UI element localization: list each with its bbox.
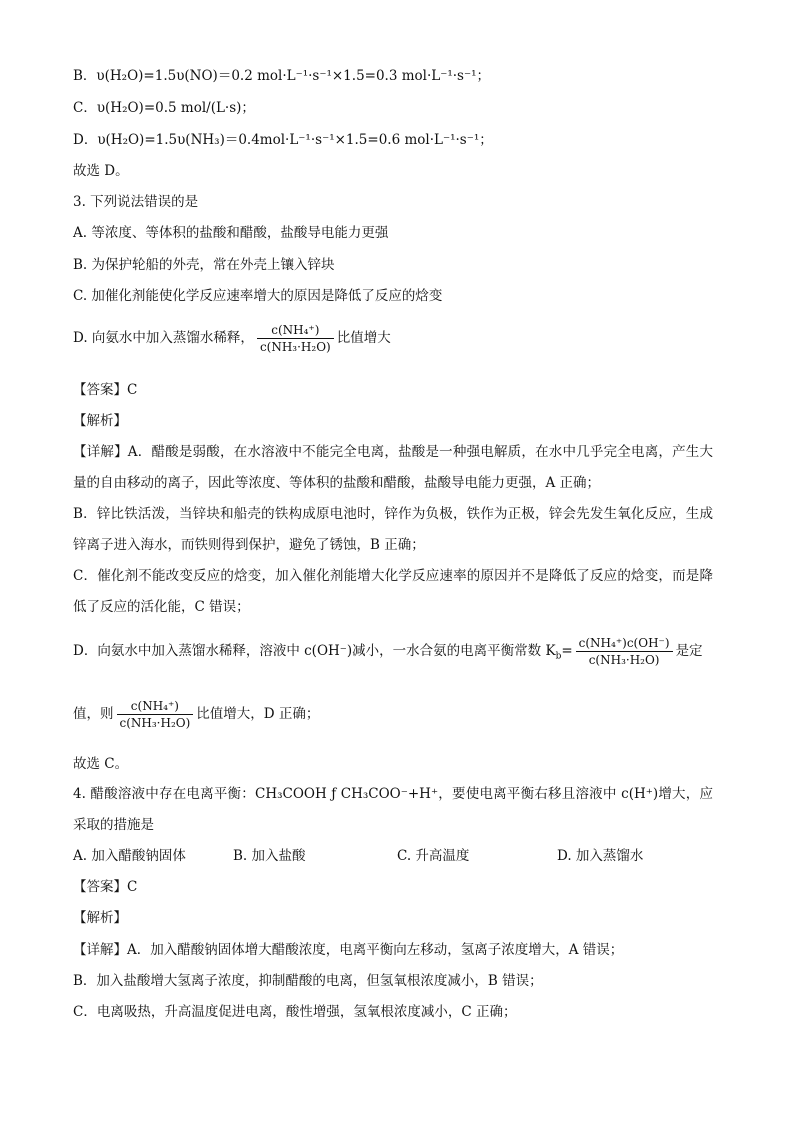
q4-answer: 【答案】C xyxy=(73,879,138,895)
q3-option-d xyxy=(73,322,391,355)
q3-detail-b: B．锌比铁活泼，当锌块和船壳的铁构成原电池时，锌作为负极，铁作为正极，锌会先发生氧化反应，生成锌离子进入海水，而铁则得到保护，避免了锈蚀，B 正确； xyxy=(73,506,713,553)
q3-detail-d-suffix: 是定 xyxy=(675,643,703,659)
q3-option-a: A. 等浓度、等体积的盐酸和醋酸，盐酸导电能力更强 xyxy=(73,225,389,241)
kb-subscript: b xyxy=(555,651,562,662)
q3-detail-d2-suffix: 比值增大，D 正确； xyxy=(196,706,320,722)
q3-analysis-label: 【解析】 xyxy=(73,413,127,429)
q4-option-d: D. 加入蒸馏水 xyxy=(557,848,644,864)
q3-detail-d2-text: 值，则 xyxy=(73,706,114,722)
q3-detail-a: 【详解】A．醋酸是弱酸，在水溶液中不能完全电离，盐酸是一种强电解质，在水中几乎完全电离，产生大量的自由移动的离子，因此等浓度、等体积的盐酸和醋酸，盐酸导电能力更强，A 正确； xyxy=(73,444,713,491)
q3-answer: 【答案】C xyxy=(73,382,138,398)
q3-option-d-text: D. 向氨水中加入蒸馏水稀释， xyxy=(73,330,254,346)
fraction xyxy=(576,635,673,668)
q4-detail-a: 【详解】A．加入醋酸钠固体增大醋酸浓度，电离平衡向左移动，氢离子浓度增大，A 错误； xyxy=(73,942,624,958)
q4-option-a: A. 加入醋酸钠固体 xyxy=(73,848,186,864)
fraction-numerator: c(NH₄⁺)c(OH⁻) xyxy=(578,636,670,650)
q3-detail-d-line2 xyxy=(73,698,319,731)
fraction-numerator: c(NH₄⁺) xyxy=(130,699,179,713)
fraction-denominator: c(NH₃·H₂O) xyxy=(117,714,194,731)
fraction xyxy=(117,698,194,731)
fraction-denominator: c(NH₃·H₂O) xyxy=(257,338,334,355)
q3-option-d-suffix: 比值增大 xyxy=(336,330,391,346)
fraction-denominator: c(NH₃·H₂O) xyxy=(576,651,673,668)
q3-stem: 3. 下列说法错误的是 xyxy=(73,194,199,210)
fraction xyxy=(257,322,334,355)
q4-stem: 4. 醋酸溶液中存在电离平衡：CH₃COOH ƒ CH₃COO⁻+H⁺，要使电离平衡右移且溶液中 c(H⁺)增大，应采取的措施是 xyxy=(73,786,713,833)
q3-detail-c: C．催化剂不能改变反应的焓变，加入催化剂能增大化学反应速率的原因并不是降低了反应的焓变，而是降低了反应的活化能，C 错误； xyxy=(73,568,713,615)
equals-sign: = xyxy=(561,643,573,659)
q3-conclusion: 故选 C。 xyxy=(73,756,129,772)
q3-detail-d-text: D．向氨水中加入蒸馏水稀释，溶液中 c(OH⁻)减小，一水合氨的电离平衡常数 K xyxy=(73,643,556,659)
q4-analysis-label: 【解析】 xyxy=(73,910,127,926)
q2-conclusion: 故选 D。 xyxy=(73,163,129,179)
q2-option-b-solution: B．υ(H₂O)=1.5υ(NO)＝0.2 mol·L⁻¹·s⁻¹×1.5=0.3 mol·L⁻¹·s⁻¹； xyxy=(73,68,491,84)
q2-option-c-solution: C．υ(H₂O)=0.5 mol/(L·s)； xyxy=(73,100,255,116)
q4-detail-b: B．加入盐酸增大氢离子浓度，抑制醋酸的电离，但氢氧根浓度减小，B 错误； xyxy=(73,973,543,989)
q3-option-b: B. 为保护轮船的外壳，常在外壳上镶入锌块 xyxy=(73,257,335,273)
q4-detail-c: C．电离吸热，升高温度促进电离，酸性增强，氢氧根浓度减小，C 正确； xyxy=(73,1004,517,1020)
q4-option-c: C. 升高温度 xyxy=(397,848,470,864)
fraction-numerator: c(NH₄⁺) xyxy=(271,323,320,337)
q3-option-c: C. 加催化剂能使化学反应速率增大的原因是降低了反应的焓变 xyxy=(73,288,443,304)
q2-option-d-solution: D．υ(H₂O)=1.5υ(NH₃)＝0.4mol·L⁻¹·s⁻¹×1.5=0.6 mol·L⁻¹·s⁻¹； xyxy=(73,132,493,148)
q3-detail-d-line1 xyxy=(73,635,703,668)
q4-option-b: B. 加入盐酸 xyxy=(233,848,306,864)
